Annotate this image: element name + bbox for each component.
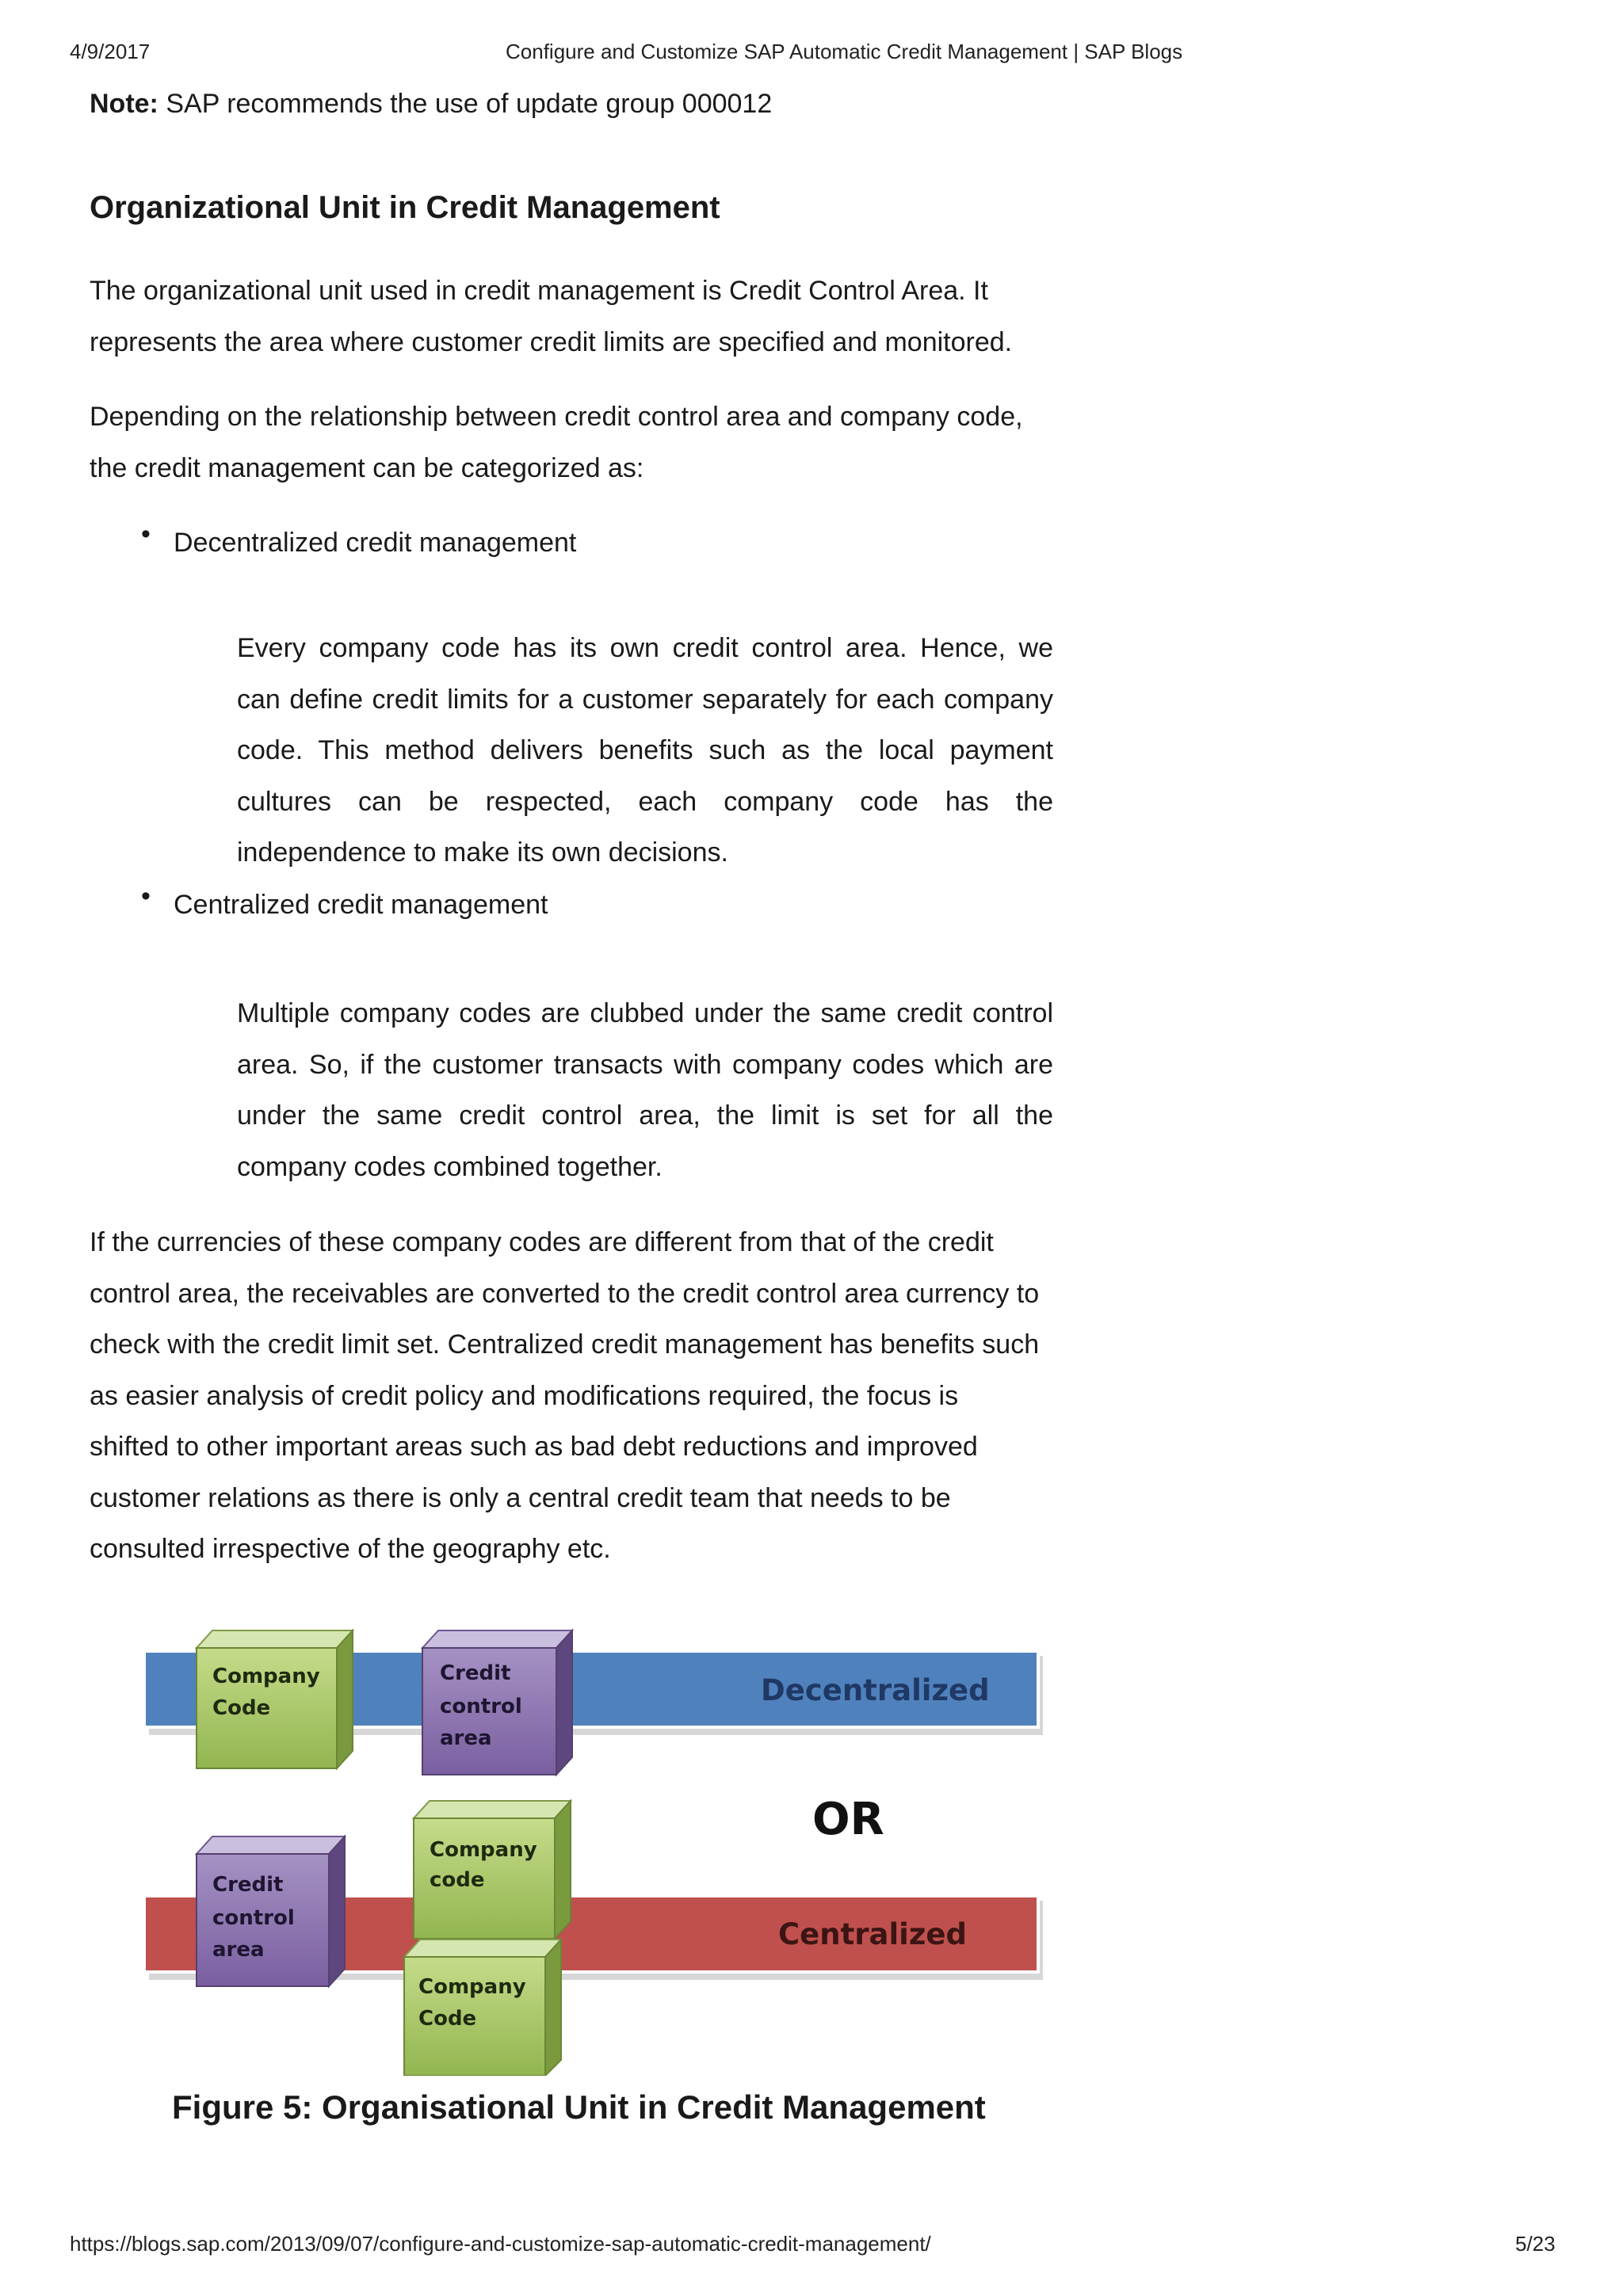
bullet-decentralized-title: Decentralized credit management <box>174 528 577 558</box>
text-line: under the same credit control area, the limit is set for all the <box>237 1100 1053 1131</box>
print-date: 4/9/2017 <box>70 40 151 63</box>
credit-control-area-cube-centralized <box>197 1836 345 1986</box>
credit-management-figure <box>135 1616 1054 2076</box>
cube-label: Company <box>418 1975 526 1999</box>
section-heading: Organizational Unit in Credit Management <box>90 190 720 225</box>
cube-label: control <box>440 1695 522 1718</box>
categorization-paragraph <box>90 391 1023 494</box>
note-text: SAP recommends the use of update group 000012 <box>158 89 773 119</box>
or-label: OR <box>812 1794 884 1845</box>
figure-caption: Figure 5: Organisational Unit in Credit Management <box>172 2088 986 2126</box>
decentralized-label: Decentralized <box>761 1673 990 1707</box>
cube-label: Company <box>212 1665 320 1688</box>
text-line: check with the credit limit set. Centralized credit management has benefits such <box>90 1329 1040 1360</box>
text-line: the credit management can be categorized as: <box>90 452 644 483</box>
cube-label: area <box>212 1938 265 1962</box>
text-line: control area, the receivables are converted to the credit control area currency to <box>90 1278 1040 1309</box>
credit-control-area-cube-decentralized <box>422 1630 572 1775</box>
company-code-cube-decentralized <box>197 1630 353 1768</box>
text-line: code. This method delivers benefits such as the local payment <box>237 735 1053 765</box>
conclusion-paragraph <box>90 1217 1039 1575</box>
bullet-dot: • <box>141 519 151 549</box>
bullet-decentralized-description <box>237 623 1053 879</box>
page-header-title: Configure and Customize SAP Automatic Credit Management | SAP Blogs <box>506 40 1183 63</box>
text-line: Multiple company codes are clubbed under the same credit control <box>237 998 1053 1028</box>
text-line: customer relations as there is only a central credit team that needs to be <box>90 1482 951 1513</box>
bullet-dot: • <box>141 881 151 911</box>
text-line: cultures can be respected, each company code has the <box>237 786 1053 817</box>
text-line: area. So, if the customer transacts with company codes which are <box>237 1049 1053 1080</box>
text-line: Depending on the relationship between credit control area and company code, <box>90 402 1023 432</box>
cube-label: Company <box>430 1838 537 1862</box>
cube-label: Credit <box>440 1661 511 1685</box>
cube-label: code <box>430 1868 485 1892</box>
cube-label: Credit <box>212 1873 284 1897</box>
cube-label: Code <box>212 1696 271 1720</box>
text-line: If the currencies of these company codes are different from that of the credit <box>90 1227 994 1257</box>
text-line: consulted irrespective of the geography etc. <box>90 1534 611 1564</box>
footer-url[interactable]: https://blogs.sap.com/2013/09/07/configure-and-customize-sap-automatic-credit-management/ <box>70 2232 931 2256</box>
text-line: company codes combined together. <box>237 1151 663 1182</box>
note-label: Note: <box>90 89 158 119</box>
text-line: Every company code has its own credit control area. Hence, we <box>237 633 1053 663</box>
text-line: can define credit limits for a customer separately for each company <box>237 684 1053 715</box>
text-line: independence to make its own decisions. <box>237 837 728 868</box>
text-line: as easier analysis of credit policy and modifications required, the focus is <box>90 1380 959 1411</box>
page-number: 5/23 <box>1515 2232 1556 2256</box>
bullet-centralized-title: Centralized credit management <box>174 890 548 920</box>
note-paragraph <box>90 78 772 129</box>
centralized-label: Centralized <box>778 1917 967 1951</box>
text-line: shifted to other important areas such as bad debt reductions and improved <box>90 1432 978 1462</box>
intro-paragraph <box>90 265 1012 368</box>
cube-label: Code <box>418 2007 477 2031</box>
text-line: represents the area where customer credit limits are specified and monitored. <box>90 326 1013 357</box>
company-code-cube-centralized-upper <box>414 1801 571 1939</box>
cube-label: area <box>440 1726 492 1750</box>
company-code-cube-centralized-lower <box>404 1939 561 2076</box>
bullet-centralized-description <box>237 988 1053 1192</box>
text-line: The organizational unit used in credit management is Credit Control Area. It <box>90 276 988 306</box>
cube-label: control <box>212 1906 295 1930</box>
